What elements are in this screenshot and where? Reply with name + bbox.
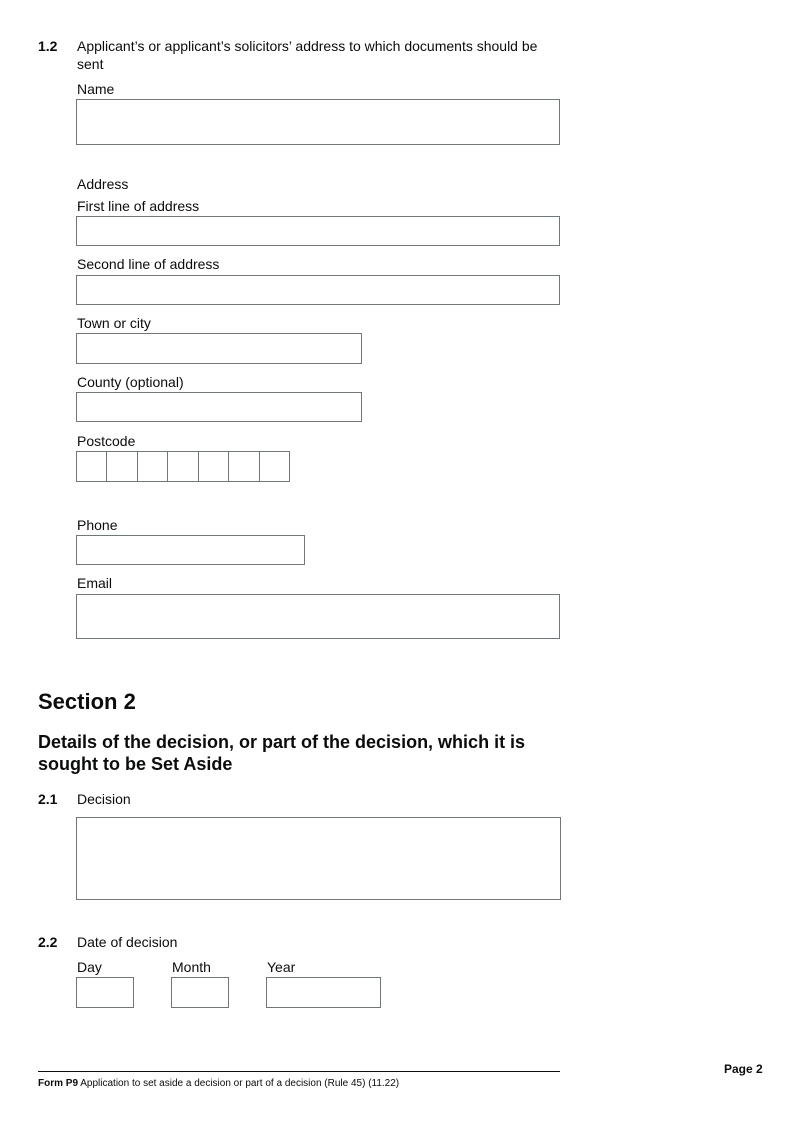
question-title-1-2: Applicant’s or applicant’s solicitors’ address to which documents should be sent: [77, 38, 538, 72]
postcode-char-1[interactable]: [76, 451, 107, 482]
month-label: Month: [172, 959, 211, 975]
form-title: Application to set aside a decision or part of a decision (Rule 45) (11.22): [80, 1078, 400, 1089]
footer-divider: [38, 1071, 560, 1072]
postcode-tick: [259, 470, 260, 480]
section-2-subheading: Details of the decision, or part of the decision, which it is sought to be Set Aside: [38, 732, 526, 774]
year-label: Year: [267, 959, 296, 975]
phone-field[interactable]: [76, 535, 305, 565]
phone-label: Phone: [77, 517, 118, 533]
date-of-decision-label: Date of decision: [77, 934, 178, 950]
day-field[interactable]: [76, 977, 134, 1008]
year-field[interactable]: [266, 977, 381, 1008]
county-label: County (optional): [77, 374, 184, 390]
postcode-char-7[interactable]: [259, 451, 290, 482]
postcode-char-2[interactable]: [106, 451, 138, 482]
decision-label: Decision: [77, 791, 131, 807]
town-field[interactable]: [76, 333, 362, 364]
section-2-heading: Section 2: [38, 689, 136, 714]
postcode-char-5[interactable]: [198, 451, 229, 482]
address-line1-label: First line of address: [77, 198, 200, 214]
address-line1-field[interactable]: [76, 216, 560, 246]
postcode-char-6[interactable]: [228, 451, 260, 482]
town-label: Town or city: [77, 315, 151, 331]
postcode-tick: [106, 470, 107, 480]
question-number-2-2: 2.2: [38, 934, 58, 950]
address-line2-label: Second line of address: [77, 256, 220, 272]
address-line2-field[interactable]: [76, 275, 560, 305]
postcode-label: Postcode: [77, 433, 136, 449]
email-label: Email: [77, 575, 113, 591]
postcode-char-3[interactable]: [137, 451, 168, 482]
decision-field[interactable]: [76, 817, 561, 900]
day-label: Day: [77, 959, 102, 975]
address-heading: Address: [77, 176, 129, 192]
email-field[interactable]: [76, 594, 560, 639]
footer: [38, 1078, 399, 1089]
postcode-tick: [198, 470, 199, 480]
county-field[interactable]: [76, 392, 362, 422]
postcode-char-4[interactable]: [167, 451, 199, 482]
name-label: Name: [77, 81, 115, 97]
question-number-2-1: 2.1: [38, 791, 58, 807]
postcode-tick: [167, 470, 168, 480]
name-field[interactable]: [76, 99, 560, 145]
month-field[interactable]: [171, 977, 229, 1008]
page-number: Page 2: [724, 1062, 763, 1076]
postcode-tick: [137, 470, 138, 480]
question-number-1-2: 1.2: [38, 38, 58, 54]
form-id: Form P9: [38, 1078, 79, 1089]
postcode-tick: [228, 470, 229, 480]
